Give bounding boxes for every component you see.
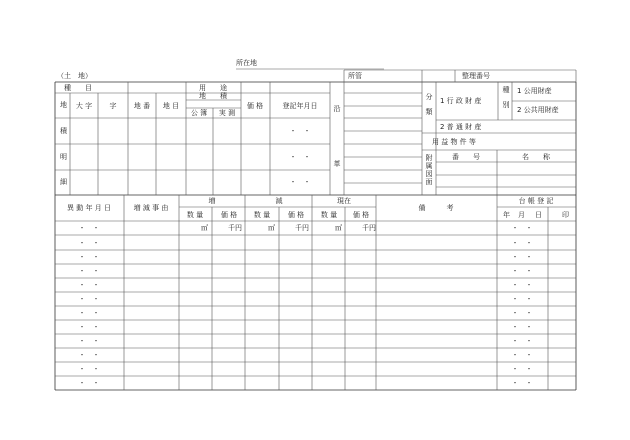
tsuki-header: 月: [518, 211, 525, 219]
koubo-header: 公 簿: [190, 109, 208, 117]
gyosei-label: 1 行 政 財 産: [440, 97, 482, 105]
zou-suryo: 数 量: [186, 211, 204, 219]
row-date-dots-left: ・ ・: [78, 295, 100, 303]
genzai-unit-m2: ㎡: [335, 224, 342, 232]
meisho-header: 名 称: [522, 153, 550, 161]
gen-unit-m2: ㎡: [268, 224, 275, 232]
row-date-dots-right: ・ ・: [511, 337, 533, 345]
enkaku-top-label: 沿: [333, 105, 341, 113]
row-date-dots-left: ・ ・: [78, 337, 100, 345]
jissoku-header: 実 測: [218, 109, 236, 117]
date-dots-3: ・ ・: [289, 178, 311, 186]
chiseki-header: 地 積: [199, 92, 227, 100]
futsu-label: 2 普 通 財 産: [440, 123, 482, 131]
zou-header: 増: [208, 197, 216, 205]
hi-header: 日: [535, 211, 542, 219]
genzai-unit-yen: 千円: [362, 224, 376, 232]
row-date-dots-left: ・ ・: [78, 267, 100, 275]
daicho-header: 台 帳 登 記: [518, 197, 554, 205]
row-date-dots-left: ・ ・: [78, 253, 100, 261]
youto-header: 用 途: [199, 84, 227, 92]
idou-date-header: 異 動 年 月 日: [67, 204, 111, 212]
row-date-dots-right: ・ ・: [511, 224, 533, 232]
zou-unit-yen: 千円: [228, 224, 242, 232]
side-char-1: 地: [60, 101, 67, 109]
gen-header: 減: [275, 197, 283, 205]
gen-kakaku: 価 格: [287, 211, 305, 219]
chimoku-header: 地 目: [162, 102, 180, 110]
fuzoku-label: 附属図面: [425, 154, 433, 186]
aza-header: 字: [109, 102, 117, 110]
ref-no-label: 整理番号: [462, 72, 490, 80]
oaza-header: 大 字: [75, 102, 93, 110]
chiban-header: 地 番: [133, 102, 151, 110]
zou-kakaku: 価 格: [220, 211, 238, 219]
gen-unit-yen: 千円: [295, 224, 309, 232]
enkaku-bottom-label: 革: [333, 160, 341, 168]
bunrui-label: 分類: [425, 93, 433, 123]
date-dots-1: ・ ・: [289, 127, 311, 135]
land-category-label: （土 地）: [57, 72, 92, 80]
kokyo-label: 2 公共用財産: [517, 106, 559, 114]
in-header: 印: [562, 211, 569, 219]
row-date-dots-right: ・ ・: [511, 281, 533, 289]
side-char-2: 積: [60, 127, 67, 135]
row-date-dots-left: ・ ・: [78, 351, 100, 359]
row-date-dots-right: ・ ・: [511, 309, 533, 317]
touki-date-header: 登記年月日: [282, 102, 318, 110]
bikou-header: 備 考: [418, 204, 454, 212]
shubetsu-label: 種別: [502, 86, 510, 116]
genzai-header: 現在: [337, 197, 351, 205]
nen-header: 年: [503, 211, 510, 219]
row-date-dots-right: ・ ・: [511, 253, 533, 261]
row-date-dots-left: ・ ・: [78, 379, 100, 387]
zougen-jiyu-header: 増 減 事 由: [133, 204, 169, 212]
koyo-label: 1 公用財産: [517, 87, 552, 95]
side-char-3: 明: [60, 153, 67, 161]
jurisdiction-label: 所管: [348, 72, 362, 80]
row-date-dots-left: ・ ・: [78, 365, 100, 373]
row-date-dots-left: ・ ・: [78, 323, 100, 331]
bango-header: 番 号: [452, 153, 480, 161]
row-date-dots-right: ・ ・: [511, 267, 533, 275]
yoeki-label: 用 益 物 件 等: [432, 138, 476, 146]
row-date-dots-right: ・ ・: [511, 323, 533, 331]
row-date-dots-left: ・ ・: [78, 281, 100, 289]
kakaku-header: 価 格: [246, 102, 264, 110]
row-date-dots-right: ・ ・: [511, 295, 533, 303]
row-date-dots-left: ・ ・: [78, 224, 100, 232]
row-date-dots-right: ・ ・: [511, 379, 533, 387]
row-date-dots-left: ・ ・: [78, 309, 100, 317]
row-date-dots-right: ・ ・: [511, 351, 533, 359]
kind-header: 種 目: [64, 84, 92, 92]
row-date-dots-left: ・ ・: [78, 239, 100, 247]
row-date-dots-right: ・ ・: [511, 239, 533, 247]
location-label: 所在地: [236, 59, 257, 67]
zou-unit-m2: ㎡: [201, 224, 208, 232]
date-dots-2: ・ ・: [289, 153, 311, 161]
row-date-dots-right: ・ ・: [511, 365, 533, 373]
genzai-suryo: 数 量: [320, 211, 338, 219]
gen-suryo: 数 量: [253, 211, 271, 219]
side-char-4: 細: [60, 178, 67, 186]
genzai-kakaku: 価 格: [352, 211, 370, 219]
